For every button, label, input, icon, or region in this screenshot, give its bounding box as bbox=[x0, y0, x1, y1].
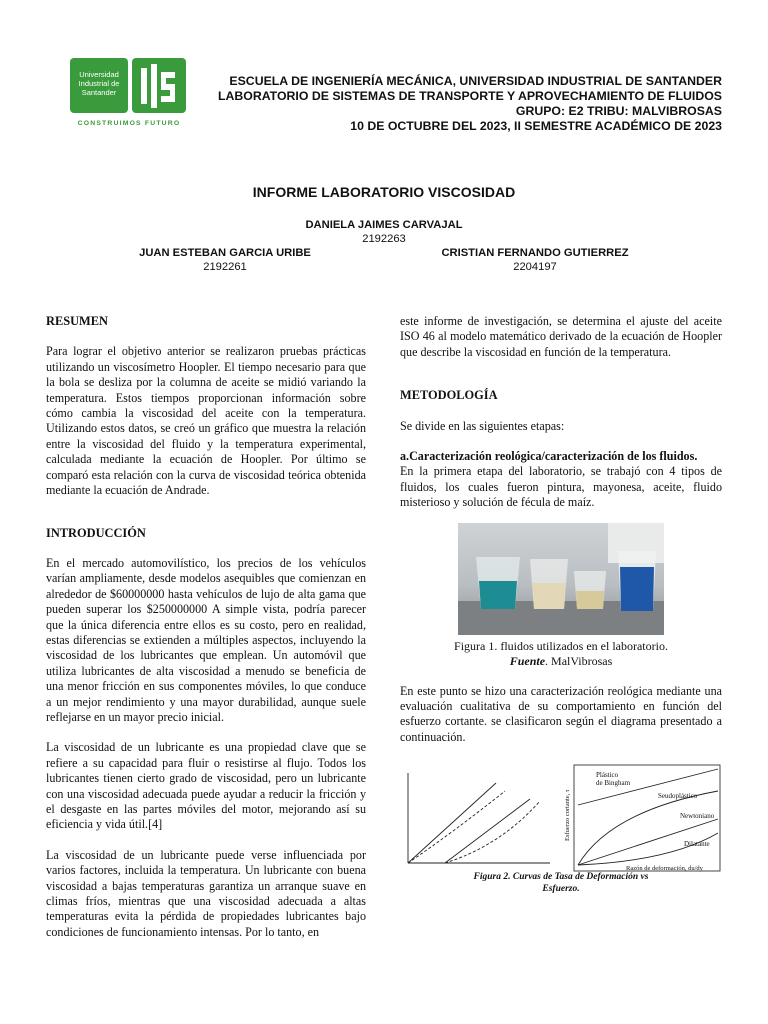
intro-paragraph-1: En el mercado automovilístico, los precios de los vehículos varían ampliamente, desde modelos asequibles que comienzan en alrededor de $60000000 hasta vehículos de lujo de alta gama que pueden superar los $250000000 A simple vista, podría parecer que la única diferencia entre ellos es su costo, pero en realidad, estas diferencias se extienden a múltiples aspectos, incluyendo la viscosidad de los lubricantes que emplean. Un automóvil que utiliza lubricantes de alta viscosidad a menudo se beneficia de una menor fricción en sus componentes móviles, lo que conduce a un mejor rendimiento y una mayor durabilidad, aunque suele reflejarse en un mayor precio inicial. bbox=[46, 555, 366, 724]
figure-1-caption: Figura 1. fluidos utilizados en el laboratorio. bbox=[454, 638, 668, 653]
logo-slogan: CONSTRUIMOS FUTURO bbox=[77, 120, 181, 127]
header-line-3: GRUPO: E2 TRIBU: MALVIBROSAS bbox=[515, 104, 722, 118]
metodologia-heading: METODOLOGÍA bbox=[400, 388, 498, 403]
document-header bbox=[218, 74, 722, 134]
logo-name-line-3: Santander bbox=[81, 88, 117, 97]
figure-2-label-dilatante: Dilatante bbox=[684, 840, 710, 849]
figure-2-label-seudoplastico: Seudoplástico bbox=[658, 792, 698, 801]
intro-continuation: este informe de investigación, se determina el ajuste del aceite ISO 46 al modelo matemático derivado de la ecuación de Hoopler que describe la viscosidad en función de la temperatura. bbox=[400, 314, 722, 359]
metodologia-intro: Se divide en las siguientes etapas: bbox=[400, 418, 565, 433]
figure-2-xaxis-label: Razón de deformación, du/dy bbox=[626, 865, 703, 873]
subsection-a-text: En la primera etapa del laboratorio, se trabajó con 4 tipos de fluidos, los cuales fueron pintura, mayonesa, aceite, fluido misterioso y solución de fécula de maíz. bbox=[400, 464, 722, 510]
author-2-id: 2192261 bbox=[203, 261, 247, 273]
logo-name-box bbox=[70, 58, 128, 113]
figure-1-source-label: Fuente bbox=[509, 653, 546, 668]
intro-paragraph-2: La viscosidad de un lubricante es una propiedad clave que se refiere a su capacidad para fluir o resistirse al flujo. Todos los lubricantes tienen cierto grado de viscosidad, pero un lubricante con una viscosidad adecuada puede ayudar a reducir la fricción y el desgaste en las partes móviles del motor, mejorando así su eficiencia y vida útil.[4] bbox=[46, 740, 366, 832]
logo-name-line-2: Industrial de bbox=[78, 79, 120, 88]
author-2 bbox=[110, 246, 340, 274]
author-2-name: JUAN ESTEBAN GARCIA URIBE bbox=[139, 247, 311, 259]
figure-2-caption-line-2: Esfuerzo. bbox=[542, 884, 580, 895]
author-1-id: 2192263 bbox=[362, 233, 406, 245]
university-logo bbox=[70, 58, 186, 128]
figure-1-source bbox=[400, 654, 722, 669]
resumen-heading: RESUMEN bbox=[46, 314, 108, 328]
intro-heading: INTRODUCCIÓN bbox=[46, 526, 146, 541]
author-1-name: DANIELA JAIMES CARVAJAL bbox=[305, 219, 463, 231]
label-bingham: de Bingham bbox=[596, 779, 631, 788]
label-plastico: Plástico bbox=[596, 771, 619, 780]
author-1 bbox=[234, 218, 534, 246]
paragraph-classification: En este punto se hizo una caracterización reológica mediante una evaluación cualitativa de su comportamiento en función del esfuerzo cortante. se clasificaron según el diagrama presentado a continuación. bbox=[400, 683, 722, 744]
header-line-4: 10 DE OCTUBRE DEL 2023, II SEMESTRE ACADÉMICO DE 2023 bbox=[350, 119, 722, 133]
header-line-2: LABORATORIO DE SISTEMAS DE TRANSPORTE Y APROVECHAMIENTO DE FLUIDOS bbox=[218, 89, 722, 103]
left-column bbox=[46, 314, 366, 940]
author-3-id: 2204197 bbox=[513, 261, 557, 273]
figure-2-yaxis-label: Esfuerzo cortante, τ bbox=[564, 789, 571, 842]
author-3 bbox=[420, 246, 650, 274]
figure-1-photo bbox=[458, 523, 664, 635]
author-3-name: CRISTIAN FERNANDO GUTIERREZ bbox=[441, 247, 629, 259]
resumen-text: Para lograr el objetivo anterior se realizaron pruebas prácticas utilizando un viscosímetro Hoopler. El tiempo necesario para que la bola se desliza por la columna de aceite se midió variando la temperatura. Estos tiempos proporcionan información sobre cómo cambia la viscosidad del aceite con la temperatura. Utilizando estos datos, se creó un gráfico que muestra la relación entre la viscosidad del fluido y la temperatura experimental, calculada mediante la ecuación de Hoopler. Por último se comparó esta relación con la curva de viscosidad teórica obtenida mediante la ecuación de Andrade. bbox=[46, 344, 366, 498]
figure-2-diagram bbox=[400, 761, 722, 877]
subsection-a-heading: a.Caracterización reológica/caracterización de los fluidos. bbox=[400, 449, 698, 464]
figure-2-label-newtoniano: Newtoniano bbox=[680, 812, 715, 821]
intro-paragraph-3: La viscosidad de un lubricante puede verse influenciada por varios factores, incluida la temperatura. Un lubricante con buena viscosidad a bajas temperaturas garantiza un arranque suave en climas fríos, mientras que una viscosidad adecuada a altas temperaturas evita la pérdida de propiedades lubricantes bajo condiciones de funcionamiento intensas. Por lo tanto, en bbox=[46, 847, 366, 939]
uis-emblem-icon bbox=[132, 58, 186, 113]
header-line-1: ESCUELA DE INGENIERÍA MECÁNICA, UNIVERSIDAD INDUSTRIAL DE SANTANDER bbox=[229, 74, 722, 88]
figure-1-source-text: . MalVibrosas bbox=[545, 653, 613, 668]
figure-2-caption-line-1: Figura 2. Curvas de Tasa de Deformación vs bbox=[473, 872, 649, 883]
report-title: INFORME LABORATORIO VISCOSIDAD bbox=[252, 184, 516, 200]
logo-name-line-1: Universidad bbox=[79, 70, 119, 79]
right-column bbox=[400, 314, 722, 895]
figure-2-label-plastico bbox=[596, 771, 630, 787]
